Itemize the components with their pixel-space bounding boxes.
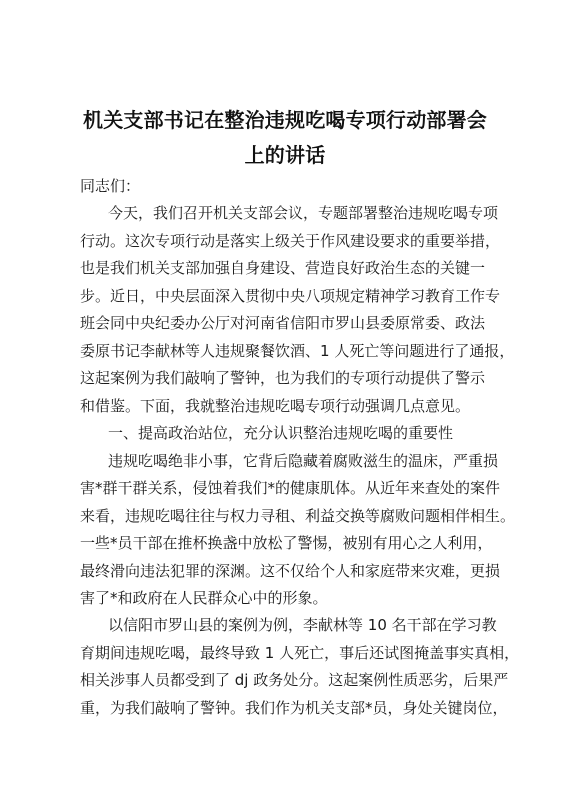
section-heading: 一、提高政治站位，充分认识整治违规吃喝的重要性 (108, 424, 454, 442)
paragraph-line: 和借鉴。下面，我就整治违规吃喝专项行动强调几点意见。 (80, 397, 471, 415)
paragraph-line: 相关涉事人员都受到了 dj 政务处分。这起案例性质恶劣，后果严 (80, 671, 509, 689)
paragraph-line: 害了*和政府在人民群众心中的形象。 (80, 589, 328, 607)
paragraph-line: 步。近日，中央层面深入贯彻中央八项规定精神学习教育工作专 (80, 287, 501, 305)
paragraph-line: 也是我们机关支部加强自身建设、营造良好政治生态的关键一 (80, 259, 486, 277)
document-title-line-2: 上的讲话 (244, 143, 326, 167)
paragraph-line: 重，为我们敲响了警钟。我们作为机关支部*员，身处关键岗位， (80, 699, 508, 717)
paragraph-line: 育期间违规吃喝，最终导致 1 人死亡，事后还试图掩盖事实真相， (80, 644, 520, 662)
paragraph-line: 行动。这次专项行动是落实上级关于作风建设要求的重要举措， (80, 232, 501, 250)
paragraph-line: 一些*员干部在推杯换盏中放松了警惕，被别有用心之人利用， (80, 534, 493, 552)
salutation: 同志们： (80, 177, 141, 195)
paragraph-line: 最终滑向违法犯罪的深渊。这不仅给个人和家庭带来灾难，更损 (80, 562, 501, 580)
paragraph-line: 班会同中央纪委办公厅对河南省信阳市罗山县委原常委、政法 (80, 314, 486, 332)
document-title-line-1: 机关支部书记在整治违规吃喝专项行动部署会 (83, 108, 487, 132)
paragraph-line: 违规吃喝绝非小事，它背后隐藏着腐败滋生的温床，严重损 (108, 452, 499, 470)
paragraph-line: 委原书记李献林等人违规聚餐饮酒、1 人死亡等问题进行了通报， (80, 342, 515, 360)
paragraph-line: 今天，我们召开机关支部会议，专题部署整治违规吃喝专项 (108, 204, 499, 222)
paragraph-line: 以信阳市罗山县的案例为例，李献林等 10 名干部在学习教 (108, 616, 497, 634)
paragraph-line: 害*群干群关系，侵蚀着我们*的健康肌体。从近年来查处的案件 (80, 479, 501, 497)
paragraph-line: 来看，违规吃喝往往与权力寻租、利益交换等腐败问题相伴相生。 (80, 507, 516, 525)
paragraph-line: 这起案例为我们敲响了警钟，也为我们的专项行动提供了警示 (80, 369, 486, 387)
